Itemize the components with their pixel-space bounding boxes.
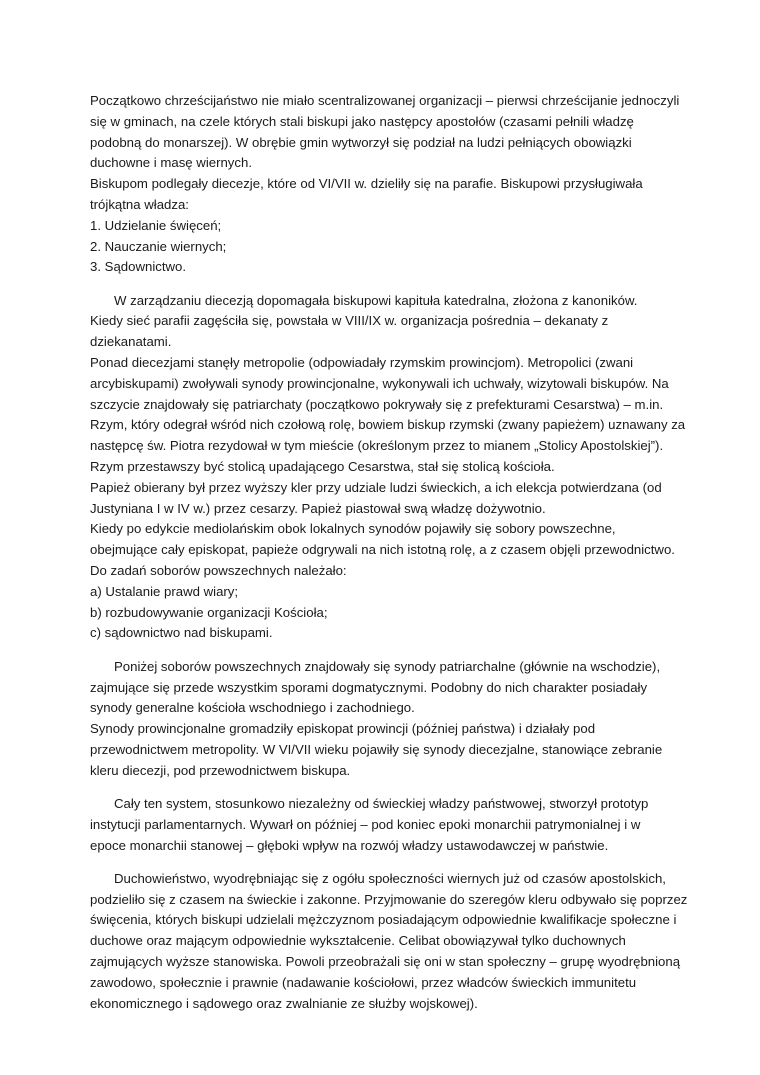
- text-line: zawodowo, społecznie i prawnie (nadawanie kościołowi, przez władców świeckich immunitetu: [90, 974, 637, 990]
- text-line: następcę św. Piotra rezydował w tym mieście (określonym przez to mianem „Stolicy Apostolskiej”).: [90, 438, 664, 454]
- text-line: Rzym przestawszy być stolicą upadającego Cesarstwa, stał się stolicą kościoła.: [90, 459, 555, 475]
- text-line: trójkątna władza:: [90, 196, 189, 212]
- text-line: podobną do monarszej). W obrębie gmin wytworzył się podział na ludzi pełniących obowiązki: [90, 134, 632, 150]
- list-item: 2. Nauczanie wiernych;: [90, 238, 227, 254]
- text-line: Biskupom podlegały diecezje, które od VI/VII w. dzieliły się na parafie. Biskupowi przysługiwała: [90, 176, 643, 192]
- text-line: duchowe oraz mającym odpowiednie wykształcenie. Celibat obowiązywał tylko duchownych: [90, 933, 626, 949]
- paragraph-gap: [90, 644, 690, 657]
- text-line: Rzym, który odegrał wśród nich czołową rolę, bowiem biskup rzymski (zwany papieżem) uznawany za: [90, 417, 686, 433]
- paragraph-organization: [90, 291, 690, 645]
- text-line: arcybiskupami) zwoływali synody prowincjonalne, wykonywali ich uchwały, wizytowali biskupów. Na: [90, 375, 669, 391]
- text-line: dziekanatami.: [90, 334, 172, 350]
- text-line: Duchowieństwo, wyodrębniając się z ogółu społeczności wiernych już od czasów apostolskich,: [114, 870, 666, 886]
- list-item: 3. Sądownictwo.: [90, 259, 187, 275]
- text-line: ekonomicznego i sądowego oraz zwalnianie ze służby wojskowej).: [90, 995, 478, 1011]
- text-line: zajmujące się przede wszystkim sporami dogmatycznymi. Podobny do nich charakter posiadały: [90, 679, 648, 695]
- text-line: Kiedy po edykcie mediolańskim obok lokalnych synodów pojawiły się sobory powszechne,: [90, 521, 616, 537]
- text-line: Justyniana I w IV w.) przez cesarzy. Papież piastował swą władzę dożywotnio.: [90, 500, 546, 516]
- paragraph-gap: [90, 856, 690, 869]
- text-line: Synody prowincjonalne gromadziły episkopat prowincji (później państwa) i działały pod: [90, 721, 596, 737]
- list-item: a) Ustalanie prawd wiary;: [90, 583, 239, 599]
- text-line: Papież obierany był przez wyższy kler przy udziale ludzi świeckich, a ich elekcja potwierdzana (od: [90, 479, 662, 495]
- text-line: przewodnictwem metropolity. W VI/VII wieku pojawiły się synody diecezjalne, stanowiące zebranie: [90, 741, 663, 757]
- paragraph-clergy: [90, 869, 690, 1015]
- text-line: kleru diecezji, pod przewodnictwem biskupa.: [90, 762, 351, 778]
- paragraph-gap: [90, 782, 690, 795]
- text-line: duchowne i masę wiernych.: [90, 155, 252, 171]
- paragraph-system: [90, 794, 690, 856]
- text-line: Ponad diecezjami stanęły metropolie (odpowiadały rzymskim prowincjom). Metropolici (zwani: [90, 355, 634, 371]
- text-line: Kiedy sieć parafii zagęściła się, powstała w VIII/IX w. organizacja pośrednia – dekanaty z: [90, 313, 609, 329]
- text-line: synody generalne kościoła wschodniego i zachodniego.: [90, 700, 415, 716]
- paragraph-synods: [90, 657, 690, 782]
- text-line: instytucji parlamentarnych. Wywarł on później – pod koniec epoki monarchii patrymonialnej i w: [90, 816, 641, 832]
- text-line: zajmujących wyższe stanowiska. Powoli przeobrażali się oni w stan społeczny – grupę wyodrębnioną: [90, 954, 681, 970]
- list-item: 1. Udzielanie święceń;: [90, 217, 222, 233]
- text-line: Cały ten system, stosunkowo niezależny od świeckiej władzy państwowej, stworzył prototyp: [114, 796, 649, 811]
- text-line: W zarządzaniu diecezją dopomagała biskupowi kapituła katedralna, złożona z kanoników.: [114, 292, 638, 308]
- text-line: epoce monarchii stanowej – głęboki wpływ na rozwój władzy ustawodawczej w państwie.: [90, 837, 609, 853]
- text-line: Do zadań soborów powszechnych należało:: [90, 563, 347, 579]
- text-line: obejmujące cały episkopat, papieże odgrywali na nich istotną rolę, a z czasem objęli przewodnictwo.: [90, 542, 675, 558]
- text-line: się w gminach, na czele których stali biskupi jako następcy apostołów (czasami pełnili władzę: [90, 113, 634, 129]
- document-page: [90, 91, 690, 1014]
- text-line: szczycie znajdowały się patriarchaty (początkowo pokrywały się z prefekturami Cesarstwa) – m.in.: [90, 396, 664, 412]
- list-item: b) rozbudowywanie organizacji Kościoła;: [90, 604, 328, 620]
- text-line: Początkowo chrześcijaństwo nie miało scentralizowanej organizacji – pierwsi chrześcijanie jednoczyli: [90, 93, 680, 108]
- text-line: święcenia, których biskupi udzielali mężczyznom posiadającym odpowiednie kwalifikacje społeczne i: [90, 912, 677, 928]
- text-line: podzieliło się z czasem na świeckie i zakonne. Przyjmowanie do szeregów kleru odbywało się poprzez: [90, 891, 688, 907]
- paragraph-intro: [90, 91, 690, 278]
- paragraph-gap: [90, 278, 690, 291]
- list-item: c) sądownictwo nad biskupami.: [90, 625, 273, 641]
- text-line: Poniżej soborów powszechnych znajdowały się synody patriarchalne (głównie na wschodzie),: [114, 658, 661, 674]
